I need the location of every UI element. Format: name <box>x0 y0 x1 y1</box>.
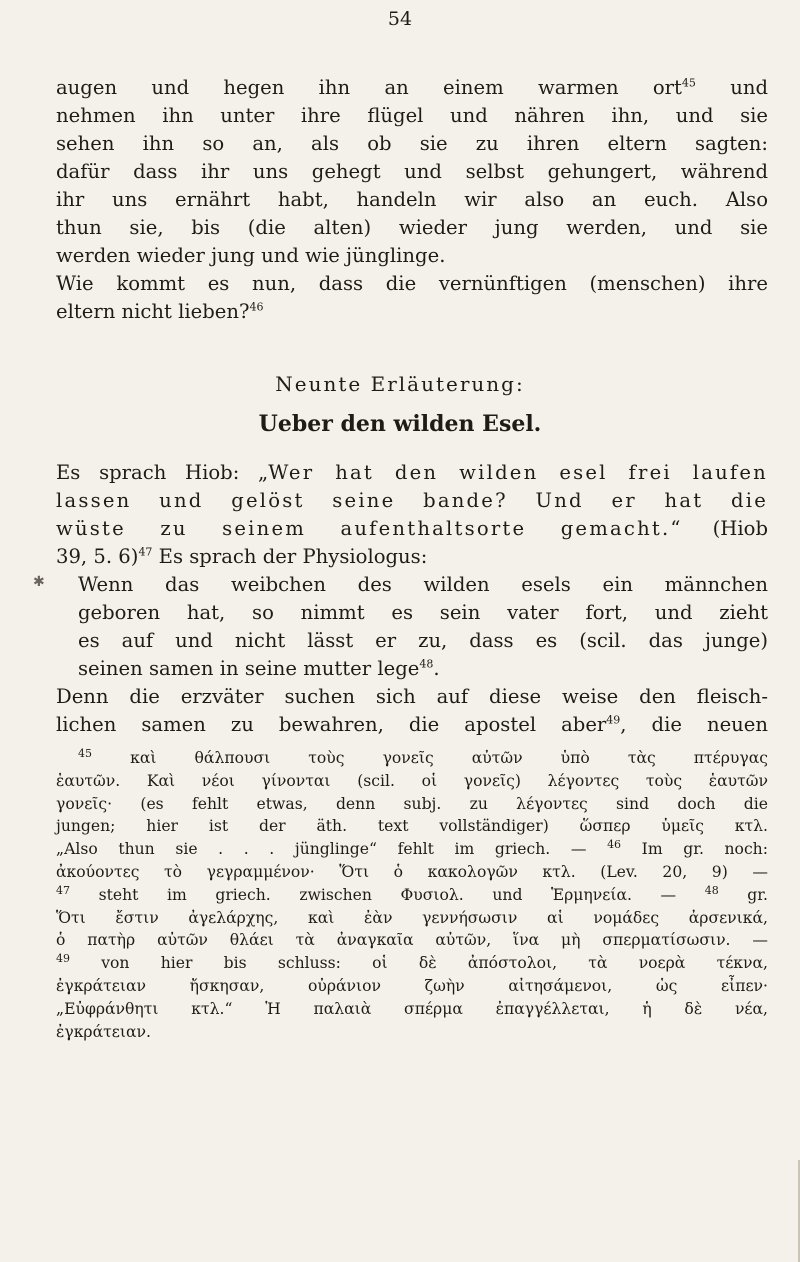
text-line: dafür dass ihr uns gehegt und selbst gehungert, während <box>56 160 768 183</box>
text-line: seinen samen in seine mutter lege$^{48}$. <box>78 657 440 680</box>
text-line: lassen und gelöst seine bande? Und er hat die <box>56 489 768 512</box>
text-line: werden wieder jung und wie jünglinge. <box>56 244 446 267</box>
text-line: Es sprach Hiob: „Wer hat den wilden esel frei laufen <box>56 461 768 484</box>
footnote-line: ἑαυτῶν. Καὶ νέοι γίνονται (scil. οἱ γονεῖς) λέγοντες τοὺς ἑαυτῶν <box>56 771 768 790</box>
text-line: lichen samen zu bewahren, die apostel aber$^{49}$, die neuen <box>56 713 768 736</box>
footnote-ref-46: 46 <box>249 300 264 314</box>
footnote-line: ἀκούοντες τὸ γεγραμμένον· Ὅτι ὁ κακολογῶν κτλ. (Lev. 20, 9) — <box>56 862 768 881</box>
text-line: augen und hegen ihn an einem warmen ort$^{45}$ und <box>56 76 768 99</box>
quote-spaced: Wer hat den wilden esel frei laufen <box>268 461 768 484</box>
footnote-line: ὁ πατὴρ αὐτῶν θλάει τὰ ἀναγκαῖα αὐτῶν, ἵνα μὴ σπερματίσωσιν. — <box>56 931 768 950</box>
paragraph-5 <box>56 683 768 739</box>
footnote-line: Ὅτι ἔστιν ἀγελάρχης, καὶ ἐὰν γεννήσωσιν αἱ νομάδες ἀρσενικά, <box>56 908 768 927</box>
footnote-line: γονεῖς· (es fehlt etwas, denn subj. zu λέγοντες sind doch die <box>56 794 768 813</box>
text-line: nehmen ihn unter ihre flügel und nähren ihn, und sie <box>56 104 768 127</box>
footnote-line: „Also thun sie . . . jünglinge“ fehlt im griech. — $^{46}$ Im gr. noch: <box>56 838 768 859</box>
footnote-ref-49: 49 <box>606 713 621 727</box>
paragraph-1 <box>56 74 768 270</box>
footnote-line: $^{45}$ καὶ θάλπουσι τοὺς γονεῖς αὐτῶν ὑπὸ τὰς πτέρυγας <box>78 746 768 767</box>
paragraph-2 <box>56 270 768 326</box>
footnote-ref-45: 45 <box>681 76 696 90</box>
text-line: Wie kommt es nun, dass die vernünftigen (menschen) ihre <box>56 272 768 295</box>
text-line: thun sie, bis (die alten) wieder jung werden, und sie <box>56 216 768 239</box>
footnote-ref-48: 48 <box>419 657 434 671</box>
text-line: Wenn das weibchen des wilden esels ein männchen <box>78 573 768 596</box>
section-title: Ueber den wilden Esel. <box>258 411 542 437</box>
page-number: 54 <box>387 8 413 30</box>
text-line: es auf und nicht lässt er zu, dass es (scil. das junge) <box>78 629 768 652</box>
footnote-line: $^{47}$ steht im griech. zwischen Φυσιολ. und Ἑρμηνεία. — $^{48}$ gr. <box>56 883 768 904</box>
text-line: wüste zu seinem aufenthaltsorte gemacht.“ (Hiob <box>56 517 768 540</box>
text-line: 39, 5. 6)$^{47}$ Es sprach der Physiologus: <box>56 545 428 568</box>
text-line: geboren hat, so nimmt es sein vater fort, und zieht <box>78 601 768 624</box>
footnote-line: ἐγκράτειαν ἤσκησαν, οὐράνιον ζωὴν αἰτησάμενοι, ὡς εἶπεν· <box>56 976 768 995</box>
text-line: Denn die erzväter suchen sich auf diese weise den fleisch- <box>56 685 768 708</box>
footnote-line: ἐγκράτειαν. <box>56 1022 151 1041</box>
text-line: sehen ihn so an, als ob sie zu ihren eltern sagten: <box>56 132 768 155</box>
paragraph-3 <box>56 459 768 571</box>
text-line: eltern nicht lieben?$^{46}$ <box>56 300 264 323</box>
footnote-ref-47: 47 <box>138 545 153 559</box>
paragraph-4 <box>56 571 768 683</box>
section-label: Neunte Erläuterung: <box>275 372 525 396</box>
footnote-line: jungen; hier ist der äth. text vollständiger) ὥσπερ ὑμεῖς κτλ. <box>56 817 768 836</box>
footnote-line: $^{49}$ von hier bis schluss: οἱ δὲ ἀπόστολοι, τὰ νοερὰ τέκνα, <box>56 951 768 973</box>
text-line: ihr uns ernährt habt, handeln wir also an euch. Also <box>56 188 768 211</box>
footnote-line: „Εὐφράνθητι κτλ.“ Ἡ παλαιὰ σπέρμα ἐπαγγέλλεται, ἡ δὲ νέα, <box>56 999 768 1018</box>
margin-mark: ✱ <box>33 574 45 590</box>
footnotes <box>56 747 768 1043</box>
